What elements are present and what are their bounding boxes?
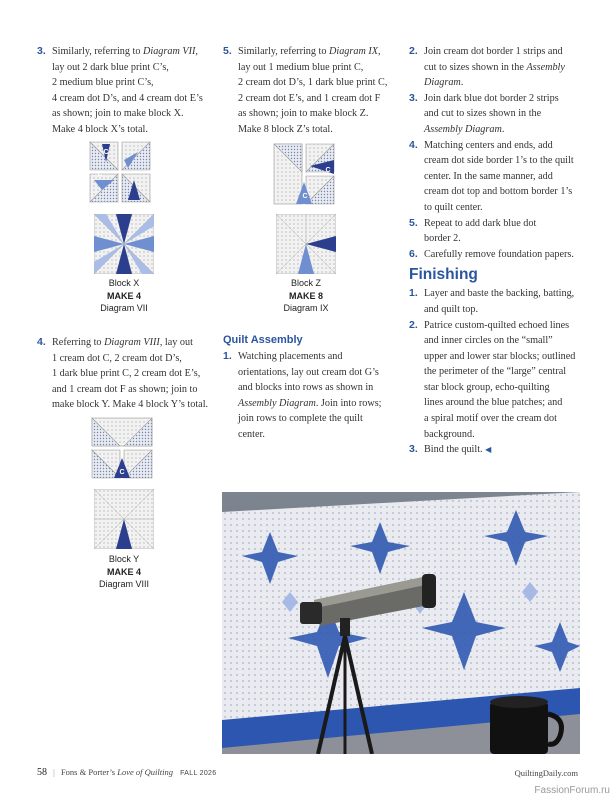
text-line: orientations, lay out cream dot G’s bbox=[238, 366, 379, 378]
text-line: 4 cream dot D’s, and 4 cream dot E’s bbox=[52, 92, 203, 104]
block-y-pieces-diagram bbox=[90, 416, 154, 480]
step-number: 3. bbox=[37, 45, 46, 57]
publication-title: Love of Quilting bbox=[117, 767, 173, 777]
end-mark-icon: ◀ bbox=[485, 445, 492, 455]
text-line: 1 cream dot C, 2 cream dot D’s, bbox=[52, 352, 182, 364]
finishing-step-1 bbox=[409, 286, 594, 317]
border-step-3 bbox=[409, 91, 594, 138]
step-number: 3. bbox=[409, 443, 418, 456]
text-line: lay out 2 dark blue print C’s, bbox=[52, 61, 169, 73]
text-line: 2 medium blue print C’s, bbox=[52, 77, 154, 89]
step-number: 3. bbox=[409, 91, 418, 104]
text-line: center. bbox=[238, 428, 265, 440]
diagram-ref: Diagram bbox=[424, 77, 461, 89]
text-line: join rows to complete the quilt bbox=[238, 413, 363, 425]
diagram-ref: Diagram VIII bbox=[104, 337, 160, 348]
text-line: as shown; join to make block X. bbox=[52, 108, 184, 120]
text-line: . Join into rows; bbox=[315, 397, 382, 409]
text-line: Referring to bbox=[52, 337, 102, 348]
text-line: Watching placements and bbox=[238, 351, 343, 362]
text-line: 1 dark blue print C, 2 cream dot E’s, bbox=[52, 368, 201, 380]
text-line: . bbox=[460, 77, 464, 89]
patch-label-c: C bbox=[119, 469, 125, 476]
diagram-ref: Diagram VII bbox=[143, 46, 196, 57]
finishing-step-2 bbox=[409, 318, 594, 443]
step-number: 6. bbox=[409, 247, 418, 260]
text-line: Similarly, referring to bbox=[238, 46, 327, 57]
text-line: and quilt top. bbox=[424, 303, 479, 315]
block-y-caption bbox=[64, 553, 184, 591]
text-line: Bind the quilt. bbox=[424, 444, 483, 456]
border-step-5 bbox=[409, 216, 594, 247]
text-line: Matching centers and ends, add bbox=[424, 139, 553, 151]
finishing-heading: Finishing bbox=[409, 266, 478, 284]
text-line: border 2. bbox=[424, 233, 461, 245]
text-line: cut to sizes shown in the bbox=[424, 61, 524, 73]
block-label: Block Y bbox=[108, 554, 140, 564]
block-y-finished-diagram bbox=[94, 489, 154, 549]
text-line: lay out 1 medium blue print C, bbox=[238, 61, 364, 73]
page-footer-right bbox=[515, 768, 578, 778]
block-z-pieces-diagram bbox=[272, 142, 336, 206]
step-number: 1. bbox=[223, 350, 232, 362]
block-label: Block X bbox=[108, 278, 140, 288]
patch-label-c: C bbox=[97, 171, 103, 178]
step-number: 5. bbox=[223, 45, 232, 57]
step-number: 1. bbox=[409, 287, 418, 300]
text-line: Carefully remove foundation papers. bbox=[424, 248, 574, 260]
border-step-2 bbox=[409, 44, 594, 91]
step-number: 4. bbox=[409, 138, 418, 151]
text-line: make block Y. Make 4 block Y’s total. bbox=[52, 399, 209, 411]
patch-label-c: C bbox=[325, 167, 331, 174]
watermark: FassionForum.ru bbox=[534, 785, 610, 796]
column-1 bbox=[37, 44, 217, 138]
assembly-step-1 bbox=[223, 349, 408, 443]
issue-label: FALL 2026 bbox=[180, 770, 217, 777]
text-line: Similarly, referring to bbox=[52, 46, 141, 57]
text-line: to quilt center. bbox=[424, 201, 483, 213]
block-z-caption bbox=[246, 277, 366, 315]
text-line: as shown; join to make block Z. bbox=[238, 108, 369, 120]
column-3 bbox=[409, 44, 594, 458]
block-make-count: MAKE 4 bbox=[106, 290, 141, 301]
diagram-ref: Assembly Diagram bbox=[424, 123, 502, 135]
text-line: cream dot top and bottom border 1’s bbox=[424, 186, 573, 198]
text-line: and 1 cream dot F as shown; join to bbox=[52, 383, 198, 395]
text-line: lines around the blue patches; and bbox=[424, 397, 563, 409]
border-step-6 bbox=[409, 247, 594, 263]
diagram-label: Diagram VIII bbox=[98, 579, 149, 589]
step-number: 2. bbox=[409, 45, 418, 57]
text-line: a spiral motif over the cream dot bbox=[424, 413, 557, 425]
footer-divider: | bbox=[53, 767, 55, 777]
text-line: Repeat to add dark blue dot bbox=[424, 217, 537, 229]
block-label: Block Z bbox=[290, 278, 321, 288]
text-line: , bbox=[195, 46, 198, 57]
text-line: and blocks into rows as shown in bbox=[238, 382, 374, 394]
diagram-ref: Diagram IX bbox=[329, 46, 378, 57]
text-line: Make 4 block X’s total. bbox=[52, 123, 148, 135]
column-2 bbox=[223, 44, 408, 138]
text-line: 2 cream dot D’s, 1 dark blue print C, bbox=[238, 77, 388, 89]
text-line: and cut to sizes shown in the bbox=[424, 108, 542, 120]
text-line: center. In the same manner, add bbox=[424, 170, 553, 182]
diagram-label: Diagram VII bbox=[100, 303, 148, 313]
text-line: Join cream dot border 1 strips and bbox=[424, 46, 563, 57]
text-line: Make 8 block Z’s total. bbox=[238, 123, 333, 135]
page-number: 58 bbox=[37, 767, 47, 778]
step-number: 5. bbox=[409, 216, 418, 229]
text-line: upper and lower star blocks; outlined bbox=[424, 350, 576, 362]
page-footer-left bbox=[37, 767, 216, 778]
patch-label-c: C bbox=[103, 149, 109, 156]
diagram-ref: Assembly bbox=[526, 61, 565, 73]
border-step-4 bbox=[409, 138, 594, 216]
block-z-finished-diagram bbox=[276, 214, 336, 274]
step-4-block-y bbox=[37, 335, 217, 413]
diagram-label: Diagram IX bbox=[283, 303, 329, 313]
diagram-ref: Assembly Diagram bbox=[238, 397, 316, 409]
step-5-block-z bbox=[223, 44, 408, 138]
text-line: 2 cream dot E’s, and 1 cream dot F bbox=[238, 92, 381, 104]
block-x-pieces-diagram bbox=[88, 140, 152, 204]
step-number: 4. bbox=[37, 336, 46, 348]
step-number: 2. bbox=[409, 318, 418, 331]
quilt-photo bbox=[222, 492, 580, 754]
quilt-assembly-heading: Quilt Assembly bbox=[223, 334, 303, 346]
patch-label-c: C bbox=[302, 193, 308, 200]
text-line: background. bbox=[424, 428, 475, 440]
publication-name: Fons & Porter’s bbox=[60, 767, 116, 777]
block-make-count: MAKE 8 bbox=[288, 290, 323, 301]
text-line: cream dot side border 1’s to the quilt bbox=[424, 155, 574, 167]
quilt-photo-illustration bbox=[222, 492, 580, 754]
text-line: , bbox=[377, 46, 381, 57]
text-line: Patrice custom-quilted echoed lines bbox=[424, 319, 570, 331]
step-3-block-x bbox=[37, 44, 217, 138]
text-line: Join dark blue dot border 2 strips bbox=[424, 92, 559, 104]
finishing-step-3 bbox=[409, 442, 594, 458]
text-line: star block group, echo-quilting bbox=[424, 381, 550, 393]
text-line: the perimeter of the “large” central bbox=[424, 366, 567, 378]
block-x-finished-diagram bbox=[94, 214, 154, 274]
text-line: Layer and baste the backing, batting, bbox=[424, 288, 575, 300]
text-line: , lay out bbox=[159, 337, 193, 348]
quilt-assembly-section bbox=[223, 333, 408, 443]
block-make-count: MAKE 4 bbox=[106, 566, 141, 577]
column-1-step-4 bbox=[37, 335, 217, 413]
block-x-caption bbox=[64, 277, 184, 315]
text-line: . bbox=[501, 123, 505, 135]
site-link[interactable]: QuiltingDaily.com bbox=[514, 768, 578, 778]
text-line: and inner circles on the “small” bbox=[424, 335, 553, 347]
